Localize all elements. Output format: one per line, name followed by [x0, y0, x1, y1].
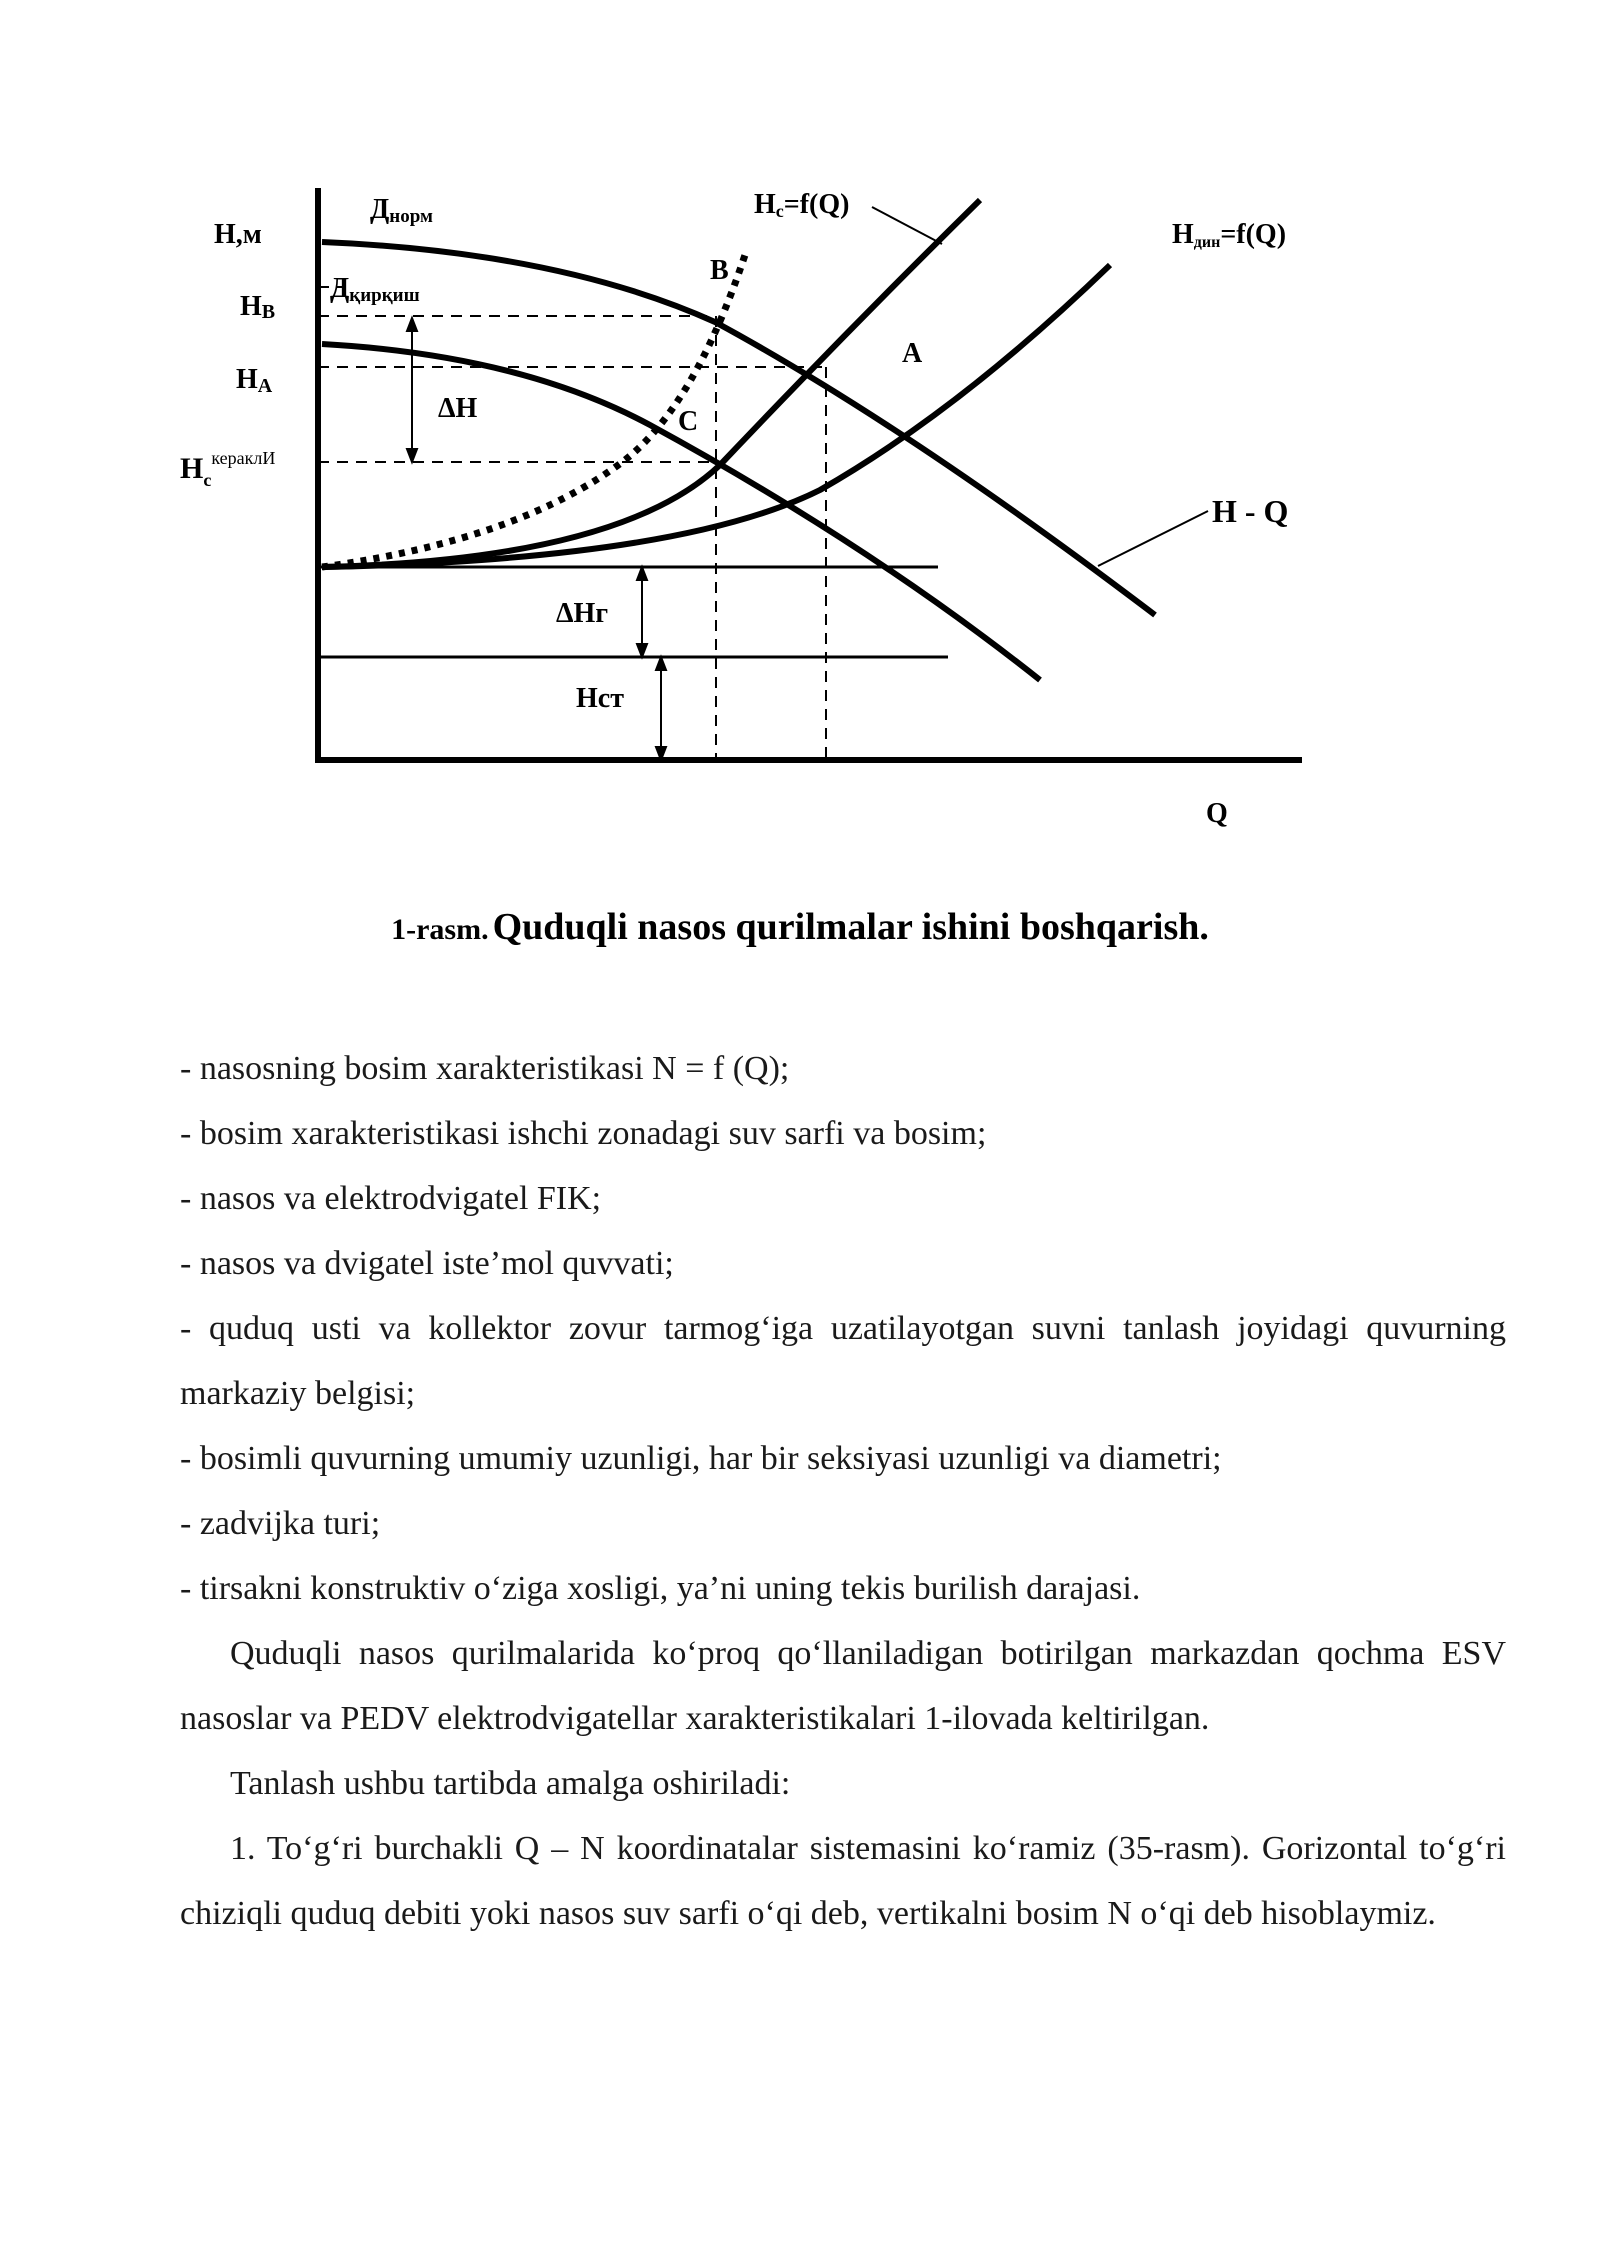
d-throttle-label: Дқирқиш	[330, 273, 420, 306]
point-b-label: B	[710, 255, 729, 286]
delta-hg-arrow-up	[637, 567, 647, 580]
list-item: - tirsakni konstruktiv o‘ziga xosligi, ya’ni uning tekis burilish darajasi.	[180, 1570, 1141, 1607]
list-item: - nasosning bosim xarakteristikasi N = f (Q);	[180, 1050, 790, 1087]
list-item: - nasos va elektrodvigatel FIK;	[180, 1180, 602, 1217]
point-c-label: C	[678, 406, 699, 437]
hq-leader	[1098, 511, 1208, 566]
diagram-canvas	[0, 0, 1600, 880]
dashed-guides	[318, 287, 826, 760]
list-item: - nasos va dvigatel iste’mol quvvati;	[180, 1245, 674, 1282]
paragraph: Tanlash ushbu tartibda amalga oshiriladi:	[230, 1765, 791, 1802]
list-item: - quduq usti va kollektor zovur tarmog‘iga uzatilayotgan suvni tanlash joyidagi quvurning markaziy belgisi;	[180, 1310, 1506, 1412]
list-item: - bosim xarakteristikasi ishchi zonadagi suv sarfi va bosim;	[180, 1115, 987, 1152]
d-norm-label: Днорм	[370, 194, 433, 227]
hc-leader	[872, 207, 942, 244]
delta-h-arrow-up	[407, 318, 417, 331]
h-st-arrow-up	[656, 657, 666, 670]
dimension-arrows	[407, 318, 666, 760]
list-item: - zadvijka turi;	[180, 1505, 381, 1542]
h-b-label: HB	[240, 291, 276, 323]
y-axis-label: H,м	[214, 219, 262, 250]
h-c-required-label: $H_c^{кераклИ}$	[180, 448, 276, 490]
list-item: - bosimli quvurning umumiy uzunligi, har bir seksiyasi uzunligi va diametri;	[180, 1440, 1222, 1477]
hc-curve	[322, 200, 980, 567]
body-text	[180, 1036, 1506, 1946]
caption-number: 1-rasm.	[391, 913, 489, 946]
h-st-label: Hст	[576, 683, 624, 714]
hc-curve-label: Hc=f(Q)	[754, 189, 850, 221]
caption-title: Quduqli nasos qurilmalar ishini boshqarish.	[492, 906, 1209, 948]
delta-h-arrow-down	[407, 449, 417, 462]
hq-curve-label: H - Q	[1212, 493, 1289, 529]
paragraph: 1. To‘g‘ri burchakli Q – N koordinatalar sistemasini ko‘ramiz (35-rasm). Gorizontal to‘g‘ri chiziqli quduq debiti yoki nasos suv sarfi o‘qi deb, vertikalni bosim N o‘qi deb hisoblaymiz.	[180, 1830, 1506, 1932]
hdin-curve-label: Hдин=f(Q)	[1172, 219, 1287, 251]
figure-caption	[0, 905, 1600, 949]
h-a-label: HA	[236, 364, 273, 397]
x-axis-label: Q	[1206, 798, 1228, 829]
delta-hg-arrow-down	[637, 644, 647, 657]
d-throttle-curve	[322, 344, 1040, 680]
paragraph: Quduqli nasos qurilmalarida ko‘proq qo‘llaniladigan botirilgan markazdan qochma ESV nasoslar va PEDV elektrodvigatellar xarakteristikalari 1-ilovada keltirilgan.	[180, 1635, 1506, 1737]
pump-characteristics-diagram	[0, 0, 1600, 880]
point-a-label: A	[902, 338, 923, 369]
delta-h-label: ΔH	[438, 393, 478, 424]
delta-hg-label: ΔHг	[556, 598, 609, 629]
